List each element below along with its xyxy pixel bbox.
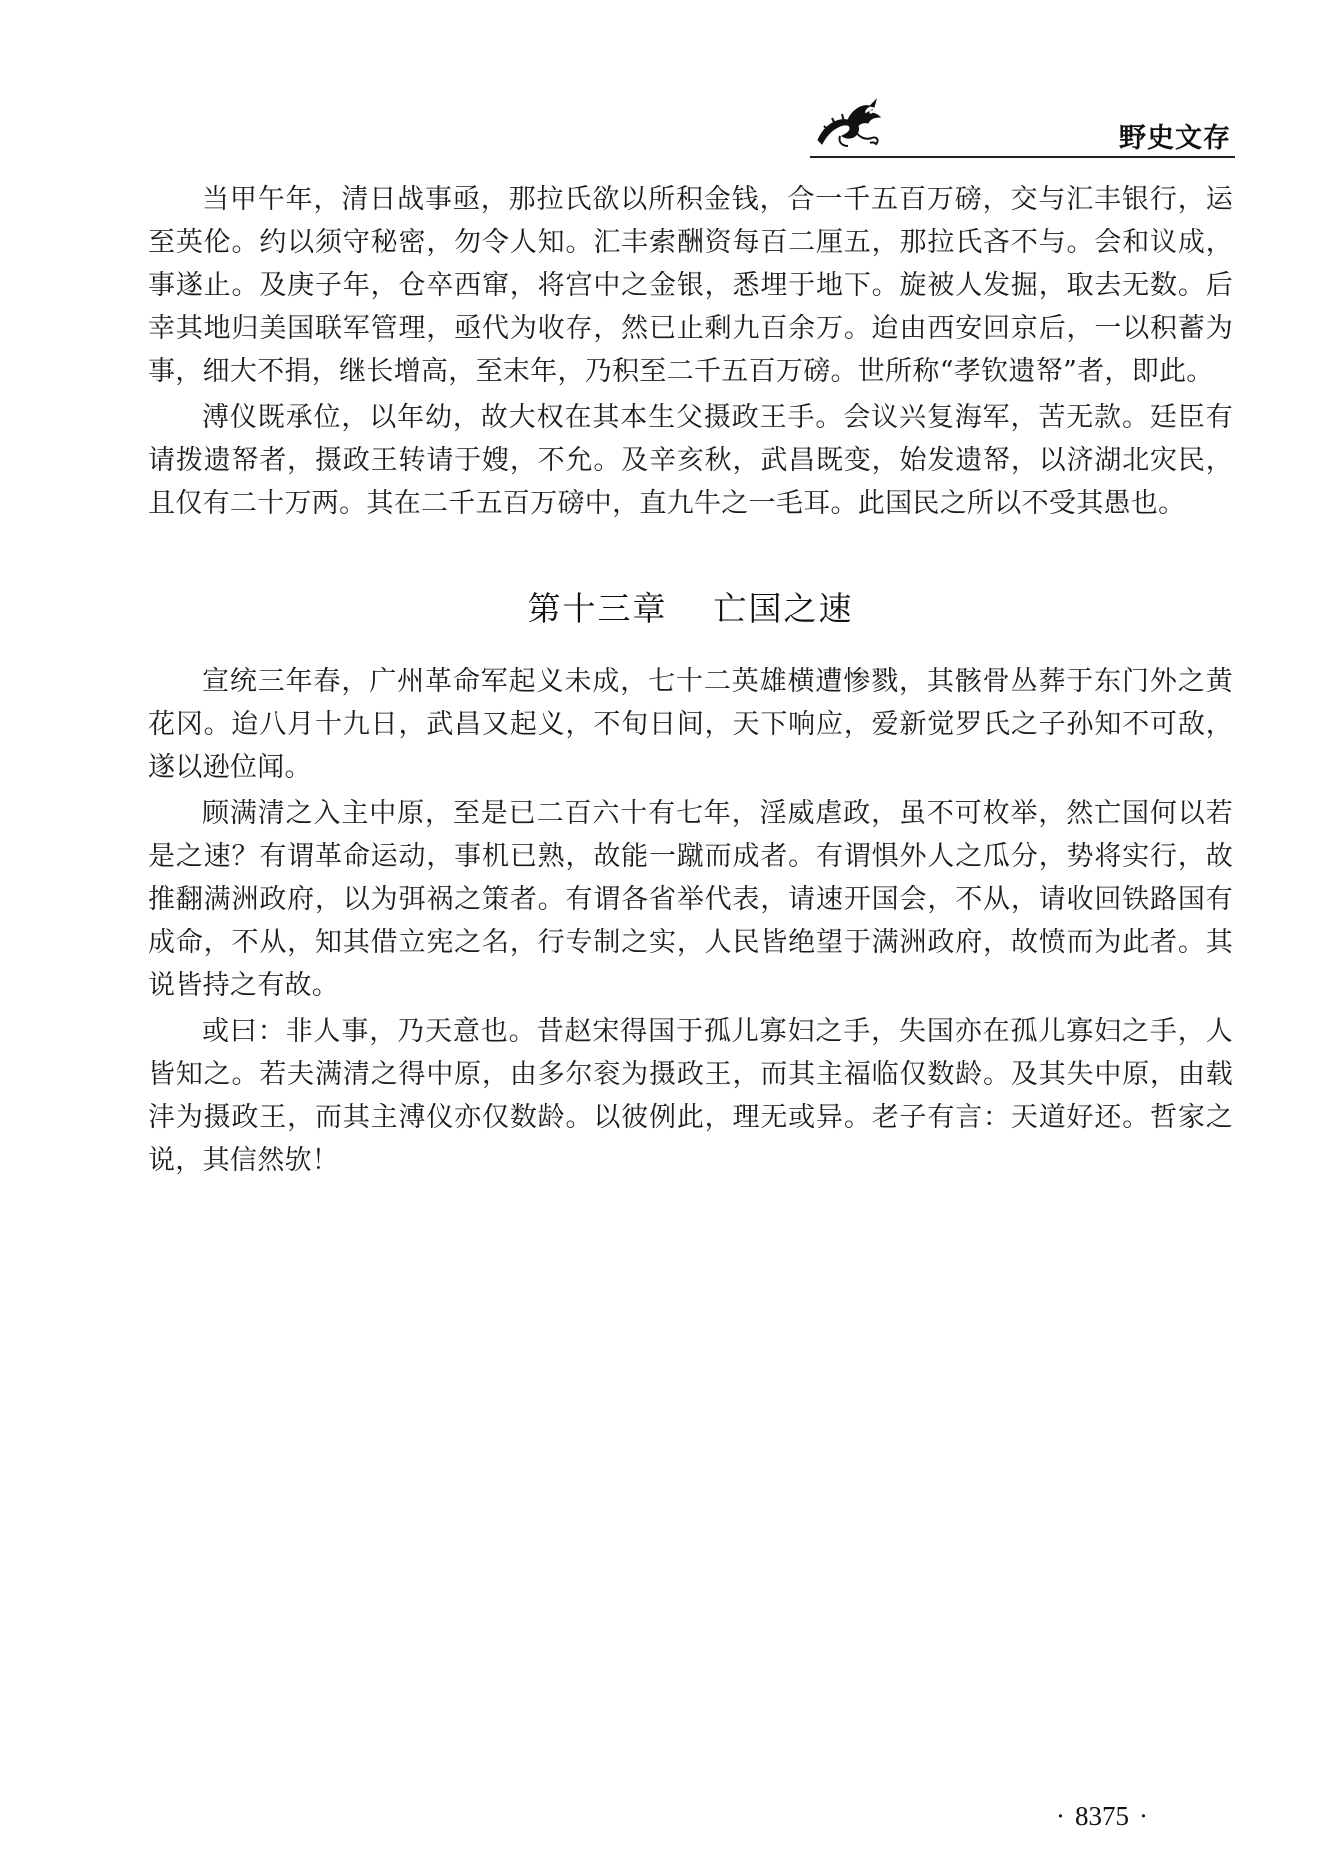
section-1-body: [148, 178, 1233, 528]
header-divider: [810, 156, 1235, 158]
paragraph: 或曰：非人事，乃天意也。昔赵宋得国于孤儿寡妇之手，失国亦在孤儿寡妇之手，人皆知之。若夫满清之得中原，由多尔衮为摄政王，而其主福临仅数龄。及其失中原，由载沣为摄政王，而其主溥仪亦仅数龄。以彼例此，理无或异。老子有言：天道好还。哲家之说，其信然欤！: [148, 1016, 1233, 1176]
chapter-heading: [148, 583, 1233, 630]
page-number: [1046, 1801, 1158, 1832]
section-2-body: [148, 660, 1233, 1185]
page-number-bullet: ·: [1056, 1801, 1065, 1831]
chapter-number: 第十三章: [527, 589, 668, 628]
page-number-bullet: ·: [1139, 1801, 1148, 1831]
paragraph: 顾满清之入主中原，至是已二百六十有七年，淫威虐政，虽不可枚举，然亡国何以若是之速？有谓革命运动，事机已熟，故能一蹴而成者。有谓惧外人之瓜分，势将实行，故推翻满洲政府，以为弭祸之策者。有谓各省举代表，请速开国会，不从，请收回铁路国有成命，不从，知其借立宪之名，行专制之实，人民皆绝望于满洲政府，故愤而为此者。其说皆持之有故。: [148, 798, 1233, 1001]
page-number-value: 8375: [1075, 1801, 1129, 1831]
paragraph: 溥仪既承位，以年幼，故大权在其本生父摄政王手。会议兴复海军，苦无款。廷臣有请拨遗帑者，摄政王转请于嫂，不允。及辛亥秋，武昌既变，始发遗帑，以济湖北灾民，且仅有二十万两。其在二千五百万磅中，直九牛之一毛耳。此国民之所以不受其愚也。: [148, 402, 1233, 519]
running-header-title: 野史文存: [1119, 123, 1231, 154]
paragraph: 宣统三年春，广州革命军起义未成，七十二英雄横遭惨戮，其骸骨丛葬于东门外之黄花冈。迨八月十九日，武昌又起义，不旬日间，天下响应，爱新觉罗氏之子孙知不可敌，遂以逊位闻。: [148, 666, 1233, 783]
dragon-emblem-icon: [810, 96, 890, 152]
chapter-title: 亡国之速: [713, 589, 854, 628]
running-header: [810, 96, 1235, 158]
paragraph: 当甲午年，清日战事亟，那拉氏欲以所积金钱，合一千五百万磅，交与汇丰银行，运至英伦。约以须守秘密，勿令人知。汇丰索酬资每百二厘五，那拉氏吝不与。会和议成，事遂止。及庚子年，仓卒西窜，将宫中之金银，悉埋于地下。旋被人发掘，取去无数。后幸其地归美国联军管理，亟代为收存，然已止剩九百余万。迨由西安回京后，一以积蓄为事，细大不捐，继长增高，至末年，乃积至二千五百万磅。世所称“孝钦遗帑”者，即此。: [148, 184, 1233, 387]
